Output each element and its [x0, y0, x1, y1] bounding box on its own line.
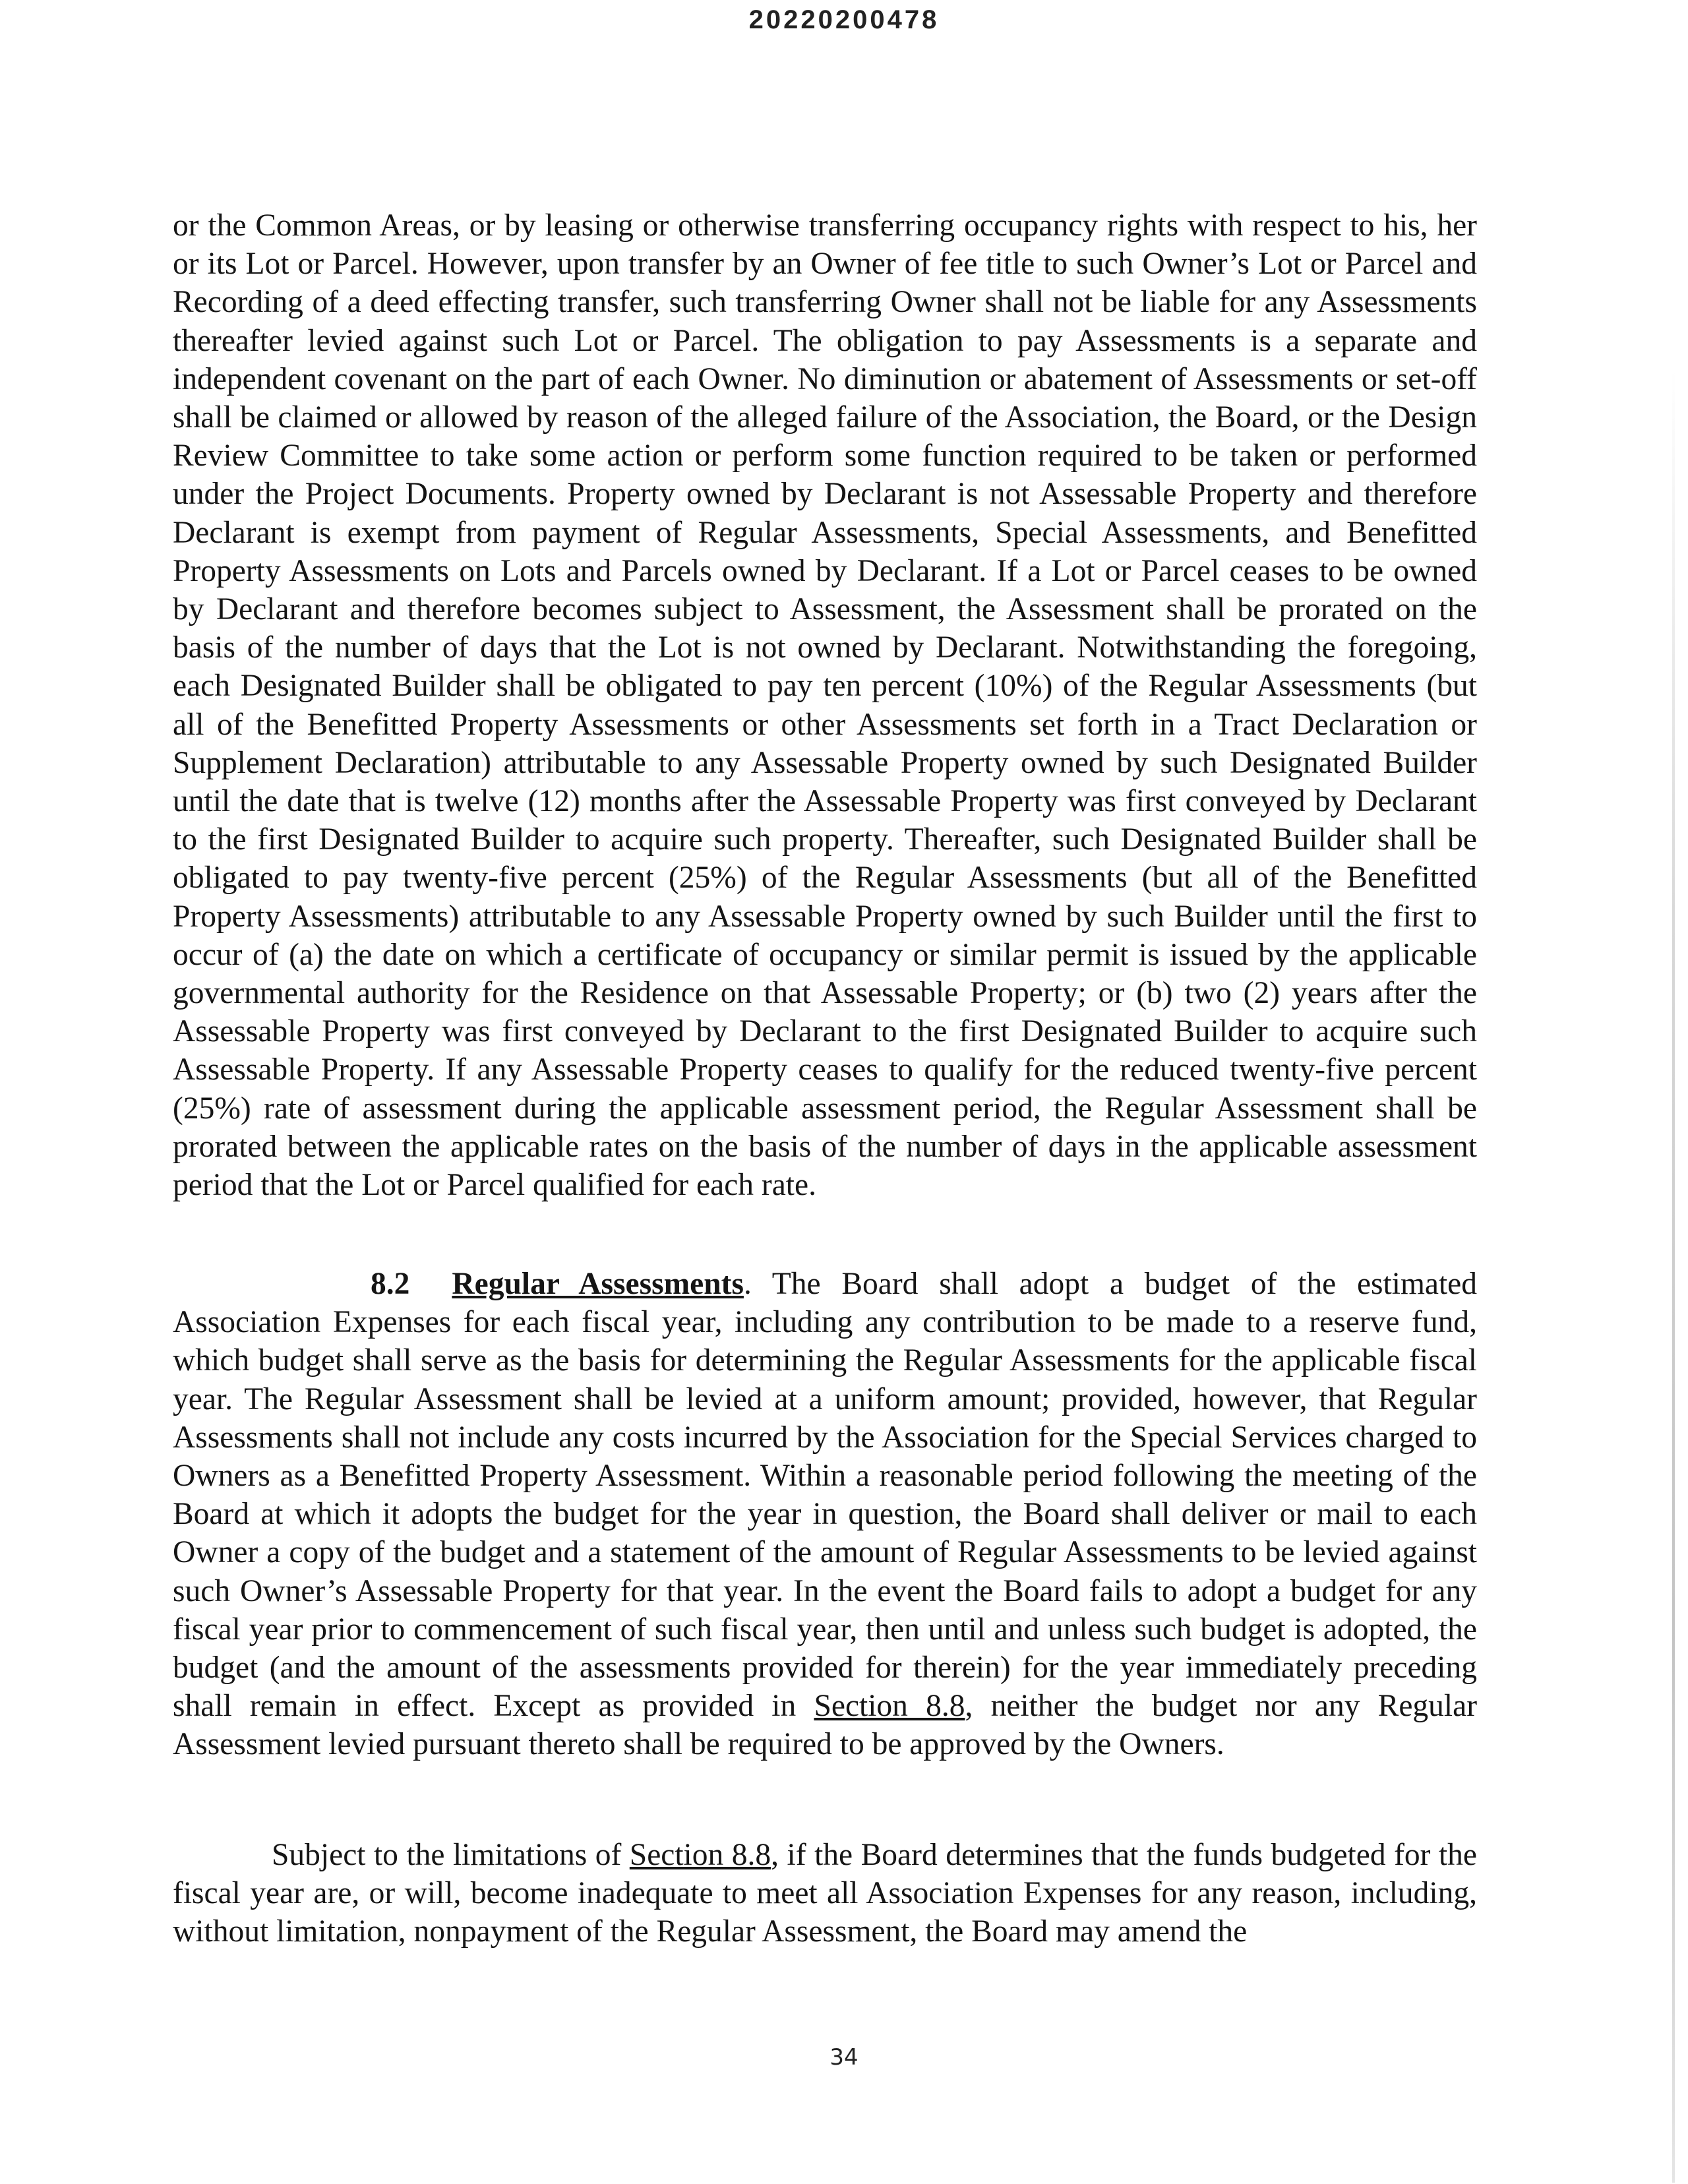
paragraph-text-continued: , if the Board determines that the funds budgeted for the fiscal year are, or will, become inadequate to meet all Association Expenses for any reason, including, without limitation, nonpayment of the Regular Assessment, the Board may amend the	[173, 1838, 1478, 1949]
section-body-text-continued: , neither the budget nor any Regular Assessment levied pursuant thereto shall be required to be approved by the Owners.	[173, 1689, 1478, 1762]
section-number: 8.2	[371, 1267, 410, 1301]
paragraph-cross-reference: Section 8.8	[629, 1838, 771, 1872]
document-number: 20220200478	[748, 5, 940, 34]
page-number: 34	[829, 2044, 859, 2071]
section-title: Regular Assessments	[452, 1267, 744, 1301]
paragraph-assessment-obligation: or the Common Areas, or by leasing or otherwise transferring occupancy rights with respect to his, her or its Lot or Parcel. However, upon transfer by an Owner of fee title to such Owner’s Lot or Parcel and Recording of a deed effecting transfer, such transferring Owner shall not be liable for any Assessments thereafter levied against such Lot or Parcel. The obligation to pay Assessments is a separate and independent covenant on the part of each Owner. No diminution or abatement of Assessments or set-off shall be claimed or allowed by reason of the alleged failure of the Association, the Board, or the Design Review Committee to take some action or perform some function required to be taken or performed under the Project Documents. Property owned by Declarant is not Assessable Property and therefore Declarant is exempt from payment of Regular Assessments, Special Assessments, and Benefitted Property Assessments on Lots and Parcels owned by Declarant. If a Lot or Parcel ceases to be owned by Declarant and therefore becomes subject to Assessment, the Assessment shall be prorated on the basis of the number of days that the Lot is not owned by Declarant. Notwithstanding the foregoing, each Designated Builder shall be obligated to pay ten percent (10%) of the Regular Assessments (but all of the Benefitted Property Assessments or other Assessments set forth in a Tract Declaration or Supplement Declaration) attributable to any Assessable Property owned by such Designated Builder until the date that is twelve (12) months after the Assessable Property was first conveyed by Declarant to the first Designated Builder to acquire such property. Thereafter, such Designated Builder shall be obligated to pay twenty-five percent (25%) of the Regular Assessments (but all of the Benefitted Property Assessments) attributable to any Assessable Property owned by such Builder until the first to occur of (a) the date on which a certificate of occupancy or similar permit is issued by the applicable governmental authority for the Residence on that Assessable Property; or (b) two (2) years after the Assessable Property was first conveyed by Declarant to the first Designated Builder to acquire such Assessable Property. If any Assessable Property ceases to qualify for the reduced twenty-five percent (25%) rate of assessment during the applicable assessment period, the Regular Assessment shall be prorated between the applicable rates on the basis of the number of days in the applicable assessment period that the Lot or Parcel qualified for each rate.	[173, 208, 1477, 1203]
scan-edge-mark	[1672, 369, 1675, 2183]
section-cross-reference: Section 8.8	[814, 1689, 965, 1724]
section-8-2-regular-assessments	[173, 1265, 1477, 1764]
section-body-text: The Board shall adopt a budget of the estimated Association Expenses for each fiscal year, including any contribution to be made to a reserve fund, which budget shall serve as the basis for determining the Regular Assessments for the applicable fiscal year. The Regular Assessment shall be levied at a uniform amount; provided, however, that Regular Assessments shall not include any costs incurred by the Association for the Special Services charged to Owners as a Benefitted Property Assessment. Within a reasonable period following the meeting of the Board at which it adopts the budget for the year in question, the Board shall deliver or mail to each Owner a copy of the budget and a statement of the amount of Regular Assessments to be levied against such Owner’s Assessable Property for that year. In the event the Board fails to adopt a budget for any fiscal year prior to commencement of such fiscal year, then until and unless such budget is adopted, the budget (and the amount of the assessments provided for therein) for the year immediately preceding shall remain in effect. Except as provided in	[173, 1267, 1478, 1724]
paragraph-budget-amendment	[173, 1836, 1477, 1951]
section-title-punctuation: .	[743, 1267, 752, 1301]
paragraph-text: Subject to the limitations of	[272, 1838, 630, 1872]
